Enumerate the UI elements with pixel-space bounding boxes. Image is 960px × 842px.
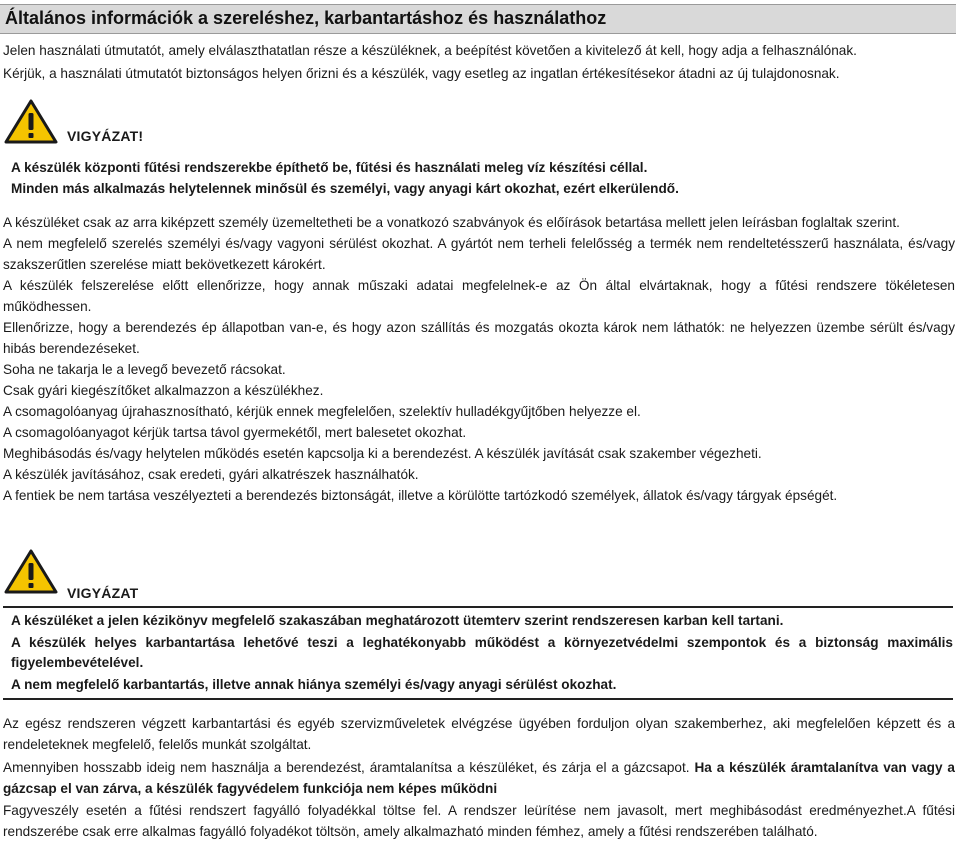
paragraph-1: A készüléket csak az arra kiképzett személy üzemeltetheti be a vonatkozó szabványok és előírások betartása mellett jelen leírásban foglaltak szerint. [3, 215, 900, 230]
body-paragraphs [3, 212, 955, 506]
warning-1-line-2: Minden más alkalmazás helytelennek minősül és személyi, vagy anyagi kárt okozhat, ezért elkerülendő. [11, 181, 679, 196]
paragraph-6: Csak gyári kiegészítőket alkalmazzon a készülékhez. [3, 383, 324, 398]
section-title-bar [0, 4, 956, 34]
warning-label-2: VIGYÁZAT [67, 585, 139, 601]
paragraph-3: A készülék felszerelése előtt ellenőrizze, hogy annak műszaki adatai megfelelnek-e az Ön által elvártaknak, hogy a fűtési rendszere tökéletesen működhessen. [3, 278, 955, 314]
paragraph-11: A fentiek be nem tartása veszélyezteti a berendezés biztonságát, illetve a körülötte tartózkodó személyek, állatok és/vagy tárgyak épségét. [3, 488, 838, 503]
warning-2-line-3: A nem megfelelő karbantartás, illetve annak hiánya személyi és/vagy anyagi sérülést okozhat. [11, 677, 617, 692]
paragraph-9: Meghibásodás és/vagy helytelen működés esetén kapcsolja ki a berendezést. A készülék javítását csak szakember végezheti. [3, 446, 762, 461]
closing-paragraph-2 [3, 757, 955, 799]
closing-paragraph-1: Az egész rendszeren végzett karbantartási és egyéb szervizműveletek elvégzése ügyében forduljon olyan szakemberhez, aki megfelelően képzett és a rendeleteknek megfelelő, felelős munkát szolgáltat. [3, 716, 955, 752]
section-title: Általános információk a szereléshez, karbantartáshoz és használathoz [5, 8, 607, 28]
paragraph-2: A nem megfelelő szerelés személyi és/vagy vagyoni sérülést okozhat. A gyártót nem terheli felelősség a termék nem rendeltetésszerű használata, és/vagy szakszerűtlen szerelése miatt bekövetkezett károkért. [3, 236, 955, 272]
warning-2-line-1: A készüléket a jelen kézikönyv megfelelő szakaszában meghatározott ütemterv szerint rendszeresen karban kell tartani. [11, 613, 784, 628]
warning-1-line-1: A készülék központi fűtési rendszerekbe építhető be, fűtési és használati meleg víz készítési céllal. [11, 160, 648, 175]
intro-paragraph-2: Kérjük, a használati útmutatót biztonságos helyen őrizni és a készülék, vagy esetleg az ingatlan értékesítésekor átadni az új tulajdonosnak. [3, 66, 840, 81]
closing-paragraph-3: Fagyveszély esetén a fűtési rendszert fagyálló folyadékkal töltse fel. A rendszer leürítése nem javasolt, mert meghibásodást eredményezhet.A fűtési rendszerébe csak erre alkalmas fagyálló folyadékot töltsön, amely alkalmazható minden fémhez, amely a fűtési rendszerében található. [3, 803, 955, 839]
paragraph-5: Soha ne takarja le a levegő bevezető rácsokat. [3, 362, 286, 377]
closing-paragraph-2-bold: Ha a készülék áramtalanítva van vagy a gázcsap el van zárva, a készülék fagyvédelem funkciója nem képes működni [3, 760, 955, 796]
warning-2-line-2: A készülék helyes karbantartása lehetővé teszi a leghatékonyabb működést a környezetvédelmi szempontok és a biztonság maximális figyelembevételével. [11, 635, 953, 670]
closing-section [3, 713, 955, 842]
closing-paragraph-2-normal: Amennyiben hosszabb ideig nem használja a berendezést, áramtalanítsa a készüléket, és zárja el a gázcsapot. [3, 760, 695, 775]
warning-triangle-icon [4, 98, 58, 144]
paragraph-10: A készülék javításához, csak eredeti, gyári alkatrészek használhatók. [3, 467, 419, 482]
paragraph-7: A csomagolóanyag újrahasznosítható, kérjük ennek megfelelően, szelektív hulladékgyűjtőben helyezze el. [3, 404, 641, 419]
warning-1-text [11, 157, 955, 199]
intro-section [3, 40, 955, 84]
warning-label-1: VIGYÁZAT! [67, 128, 144, 144]
intro-paragraph-1: Jelen használati útmutatót, amely elválaszthatatlan része a készüléknek, a beépítést követően a kivitelező át kell, hogy adja a felhasználónak. [3, 43, 857, 58]
paragraph-4: Ellenőrizze, hogy a berendezés ép állapotban van-e, és hogy azon szállítás és mozgatás okozta károk nem láthatók: ne helyezzen üzembe sérült és/vagy hibás berendezéseket. [3, 320, 955, 356]
warning-triangle-icon [4, 548, 58, 594]
warning-2-box [3, 606, 953, 700]
paragraph-8: A csomagolóanyagot kérjük tartsa távol gyermekétől, mert balesetet okozhat. [3, 425, 467, 440]
